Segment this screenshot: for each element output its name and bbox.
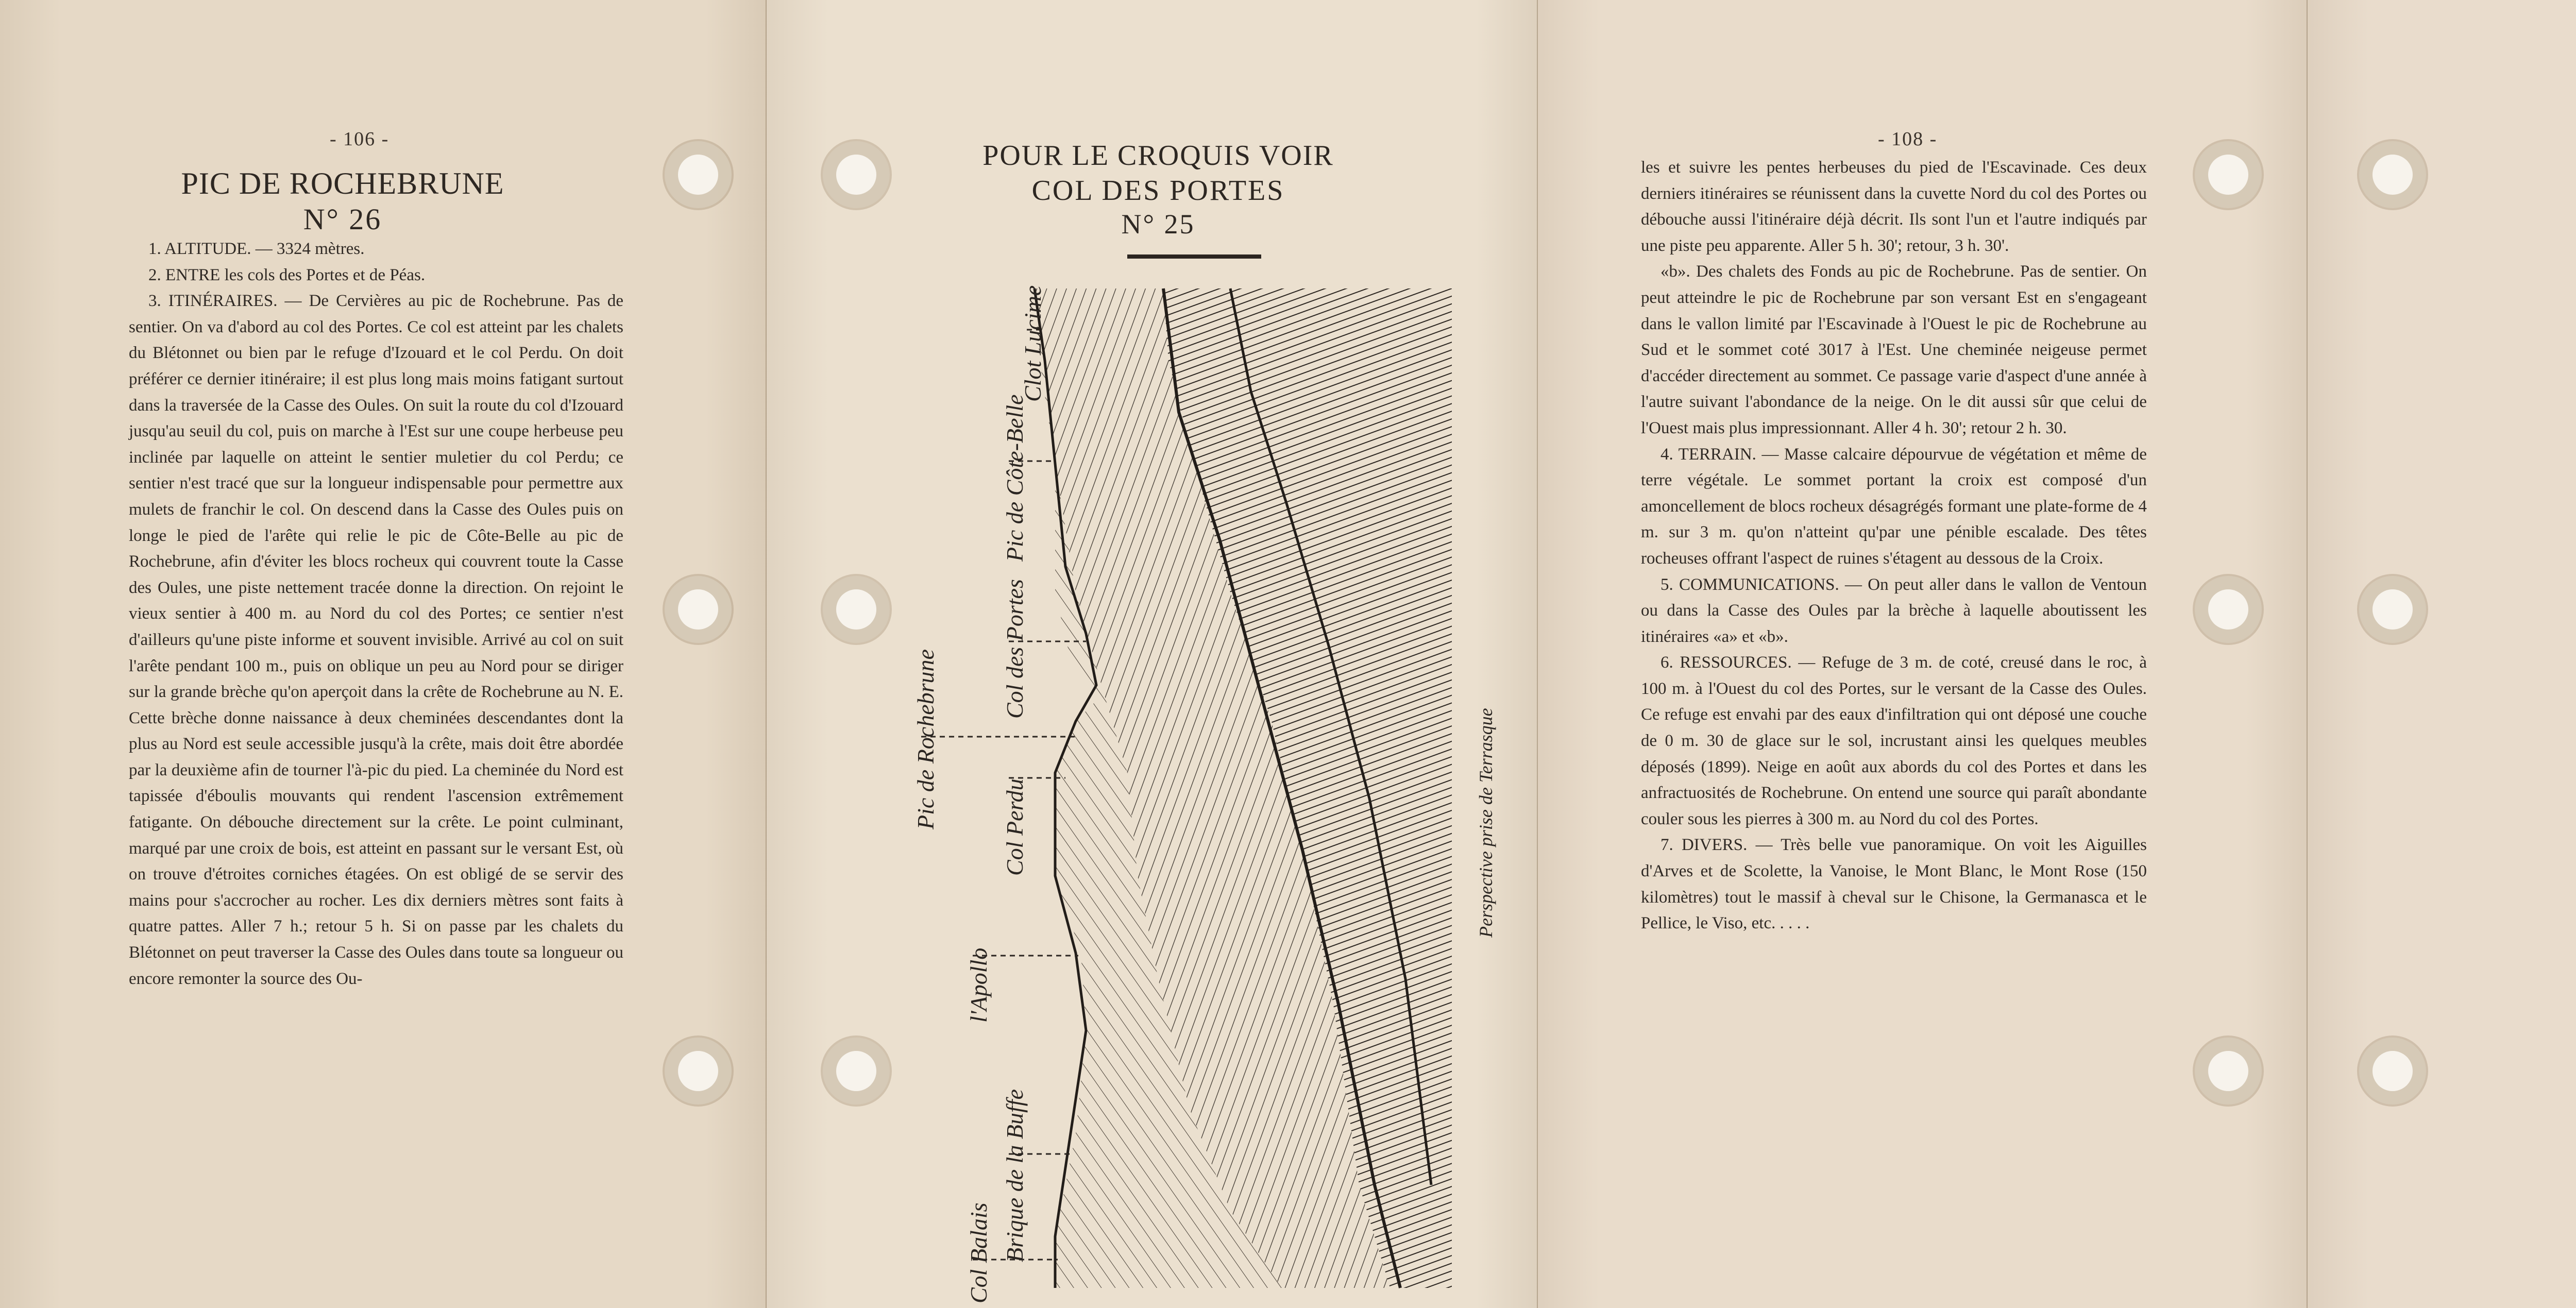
label-col-balais: Col Balais — [965, 1202, 992, 1303]
page-title: PIC DE ROCHEBRUNE — [181, 166, 504, 200]
sketch-number: N° 25 — [1121, 209, 1195, 240]
body-text — [1641, 155, 2147, 937]
label-apollo: l'Apollo — [965, 947, 992, 1023]
paragraph-itineraires: 3. ITINÉRAIRES. — De Cervières au pic de Rochebrune. Pas de sentier. On va d'abord au col des Portes. Ce col est atteint par les chalets du Blétonnet ou bien par le refuge d'Izouard et le col Perdu. On doit préférer ce dernier itinéraire; il est plus long mais moins fatigant surtout dans la traversée de la Casse des Oules. On suit la route du col d'Izouard jusqu'au seuil du col, puis on marche à l'Est sur une coupe herbeuse peu inclinée par laquelle on atteint le sentier muletier du col Perdu; ce sentier n'est tracé que sur la longueur indispensable pour permettre aux mulets de franchir le col. On descend dans la Casse des Oules puis on longe le pied de l'arête qui relie le pic de Côte-Belle au pic de Rochebrune, afin d'éviter les blocs rocheux qui couvrent toute la Casse des Oules, une piste nettement tracée donne la direction. On rejoint le vieux sentier à 400 m. au Nord du col des Portes; ce sentier n'est d'ailleurs qu'une piste informe et souvent invisible. Arrivé au col on suit l'arête pendant 100 m., puis on oblique un peu au Nord pour se diriger sur la grande brèche qu'on aperçoit dans la crête de Rochebrune au N. E. Cette brèche donne naissance à deux cheminées descendantes dont la plus au Nord est seule accessible jusqu'à la crête, mais doit être abordée par la deuxième afin de tourner l'à-pic du pied. La cheminée du Nord est tapissée d'éboulis mouvants qui rendent l'ascension extrêmement fatigante. On débouche directement sur la crête. Le point culminant, marqué par une croix de bois, est atteint en passant sur le versant Est, où on trouve d'étroites corniches étagées. On est obligé de se servir des mains pour s'accrocher au rocher. Les dix derniers mètres sont faits à quatre pattes. Aller 7 h.; retour 5 h. Si on passe par les chalets du Blétonnet on peut traverser la Casse des Oules dans toute sa longueur ou encore remonter la source des Ou- — [129, 292, 623, 988]
page-left — [0, 0, 767, 1308]
blank-page — [2308, 0, 2576, 1308]
label-col-perdu: Col Perdu — [1002, 778, 1028, 876]
binder-hole — [678, 589, 718, 630]
binder-hole — [2208, 1051, 2248, 1091]
body-text — [129, 236, 623, 992]
paragraph-continued: les et suivre les pentes herbeuses du pied de l'Escavinade. Ces deux derniers itinéraires se réunissent dans la cuvette Nord du col des Portes ou débouche aussi l'itinéraire déjà décrit. Ils sont l'un et l'autre indiqués par une piste peu apparente. Aller 5 h. 30'; retour, 3 h. 30'. — [1641, 158, 2147, 255]
paragraph-divers: 7. DIVERS. — Très belle vue panoramique. On voit les Aiguilles d'Arves et de Scolette, la Vanoise, le Mont Blanc, le Mont Rose (150 kilomètres) tout le massif à cheval sur le Chisone, la Germanasca et le Pellice, le Viso, etc. . . . . — [1641, 836, 2147, 933]
label-brique: Brique de la Buffe — [1002, 1089, 1028, 1262]
sketch-page — [767, 0, 1538, 1308]
sketch-title-line2: COL DES PORTES — [1031, 175, 1285, 207]
page-right — [1538, 0, 2308, 1308]
label-pic-cote-belle: Pic de Côte-Belle — [1002, 394, 1028, 562]
paragraph-terrain: 4. TERRAIN. — Masse calcaire dépourvue de végétation et même de terre végétale. Le sommet portant la croix est composé d'un amoncellement de blocs rocheux désagrégés formant une plate-forme de 4 m. sur 3 m. qu'on n'atteint qu'par une pénible escalade. Des têtes rocheuses offrant l'aspect de ruines s'étagent au dessous de la Croix. — [1641, 445, 2147, 568]
sketch-caption: Perspective prise de Terrasque — [1476, 708, 1496, 938]
paragraph-communications: 5. COMMUNICATIONS. — On peut aller dans le vallon de Ventoun ou dans la Casse des Oules par la brèche à laquelle aboutissent les itinéraires «a» et «b». — [1641, 575, 2147, 646]
binder-hole — [678, 1051, 718, 1091]
paragraph-ressources: 6. RESSOURCES. — Refuge de 3 m. de coté, creusé dans le roc, à 100 m. à l'Ouest du col des Portes, sur le versant de la Casse des Oules. Ce refuge est envahi par des eaux d'infiltration qui ont déposé une couche de 0 m. 30 de glace sur le sol, incrustant ainsi les quelques meubles déposés (1899). Neige en août aux abords du col des Portes et dans les anfractuosités de Rochebrune. On entend une source qui paraît abondante couler sous les pierres à 300 m. au Nord du col des Portes. — [1641, 653, 2147, 828]
label-col-des-portes: Col des Portes — [1002, 579, 1028, 719]
label-clot-lucime: Clot Lucime — [1020, 285, 1046, 402]
label-pic-de-rochebrune: Pic de Rochebrune — [912, 649, 939, 829]
sketch-title-line1: POUR LE CROQUIS VOIR — [982, 140, 1334, 172]
binder-hole — [2372, 1051, 2413, 1091]
sketch-drawing — [767, 0, 1538, 1308]
binder-hole — [2208, 589, 2248, 630]
paragraph-entre: 2. ENTRE les cols des Portes et de Péas. — [148, 265, 426, 284]
binder-hole — [2372, 589, 2413, 630]
binder-hole — [2372, 155, 2413, 195]
binder-hole — [678, 155, 718, 195]
page-number: - 108 - — [1878, 128, 1938, 150]
binder-hole — [2208, 155, 2248, 195]
paragraph-itineraire-b: «b». Des chalets des Fonds au pic de Rochebrune. Pas de sentier. On peut atteindre le pic de Rochebrune par son versant Est en s'engageant dans le vallon limité par l'Escavinade à l'Ouest le pic de Rochebrune au Sud et le sommet coté 3017 à l'Est. Une cheminée neigeuse permet d'accéder directement au sommet. Ce passage varie d'aspect d'une année à l'autre suivant l'abondance de la neige. On le dit aussi sûr que celui de l'Ouest mais plus impressionnant. Aller 4 h. 30'; retour 2 h. 30. — [1641, 262, 2147, 437]
paragraph-altitude: 1. ALTITUDE. — 3324 mètres. — [148, 240, 365, 258]
page-number: - 106 - — [330, 128, 389, 150]
entry-number: N° 26 — [303, 202, 382, 236]
